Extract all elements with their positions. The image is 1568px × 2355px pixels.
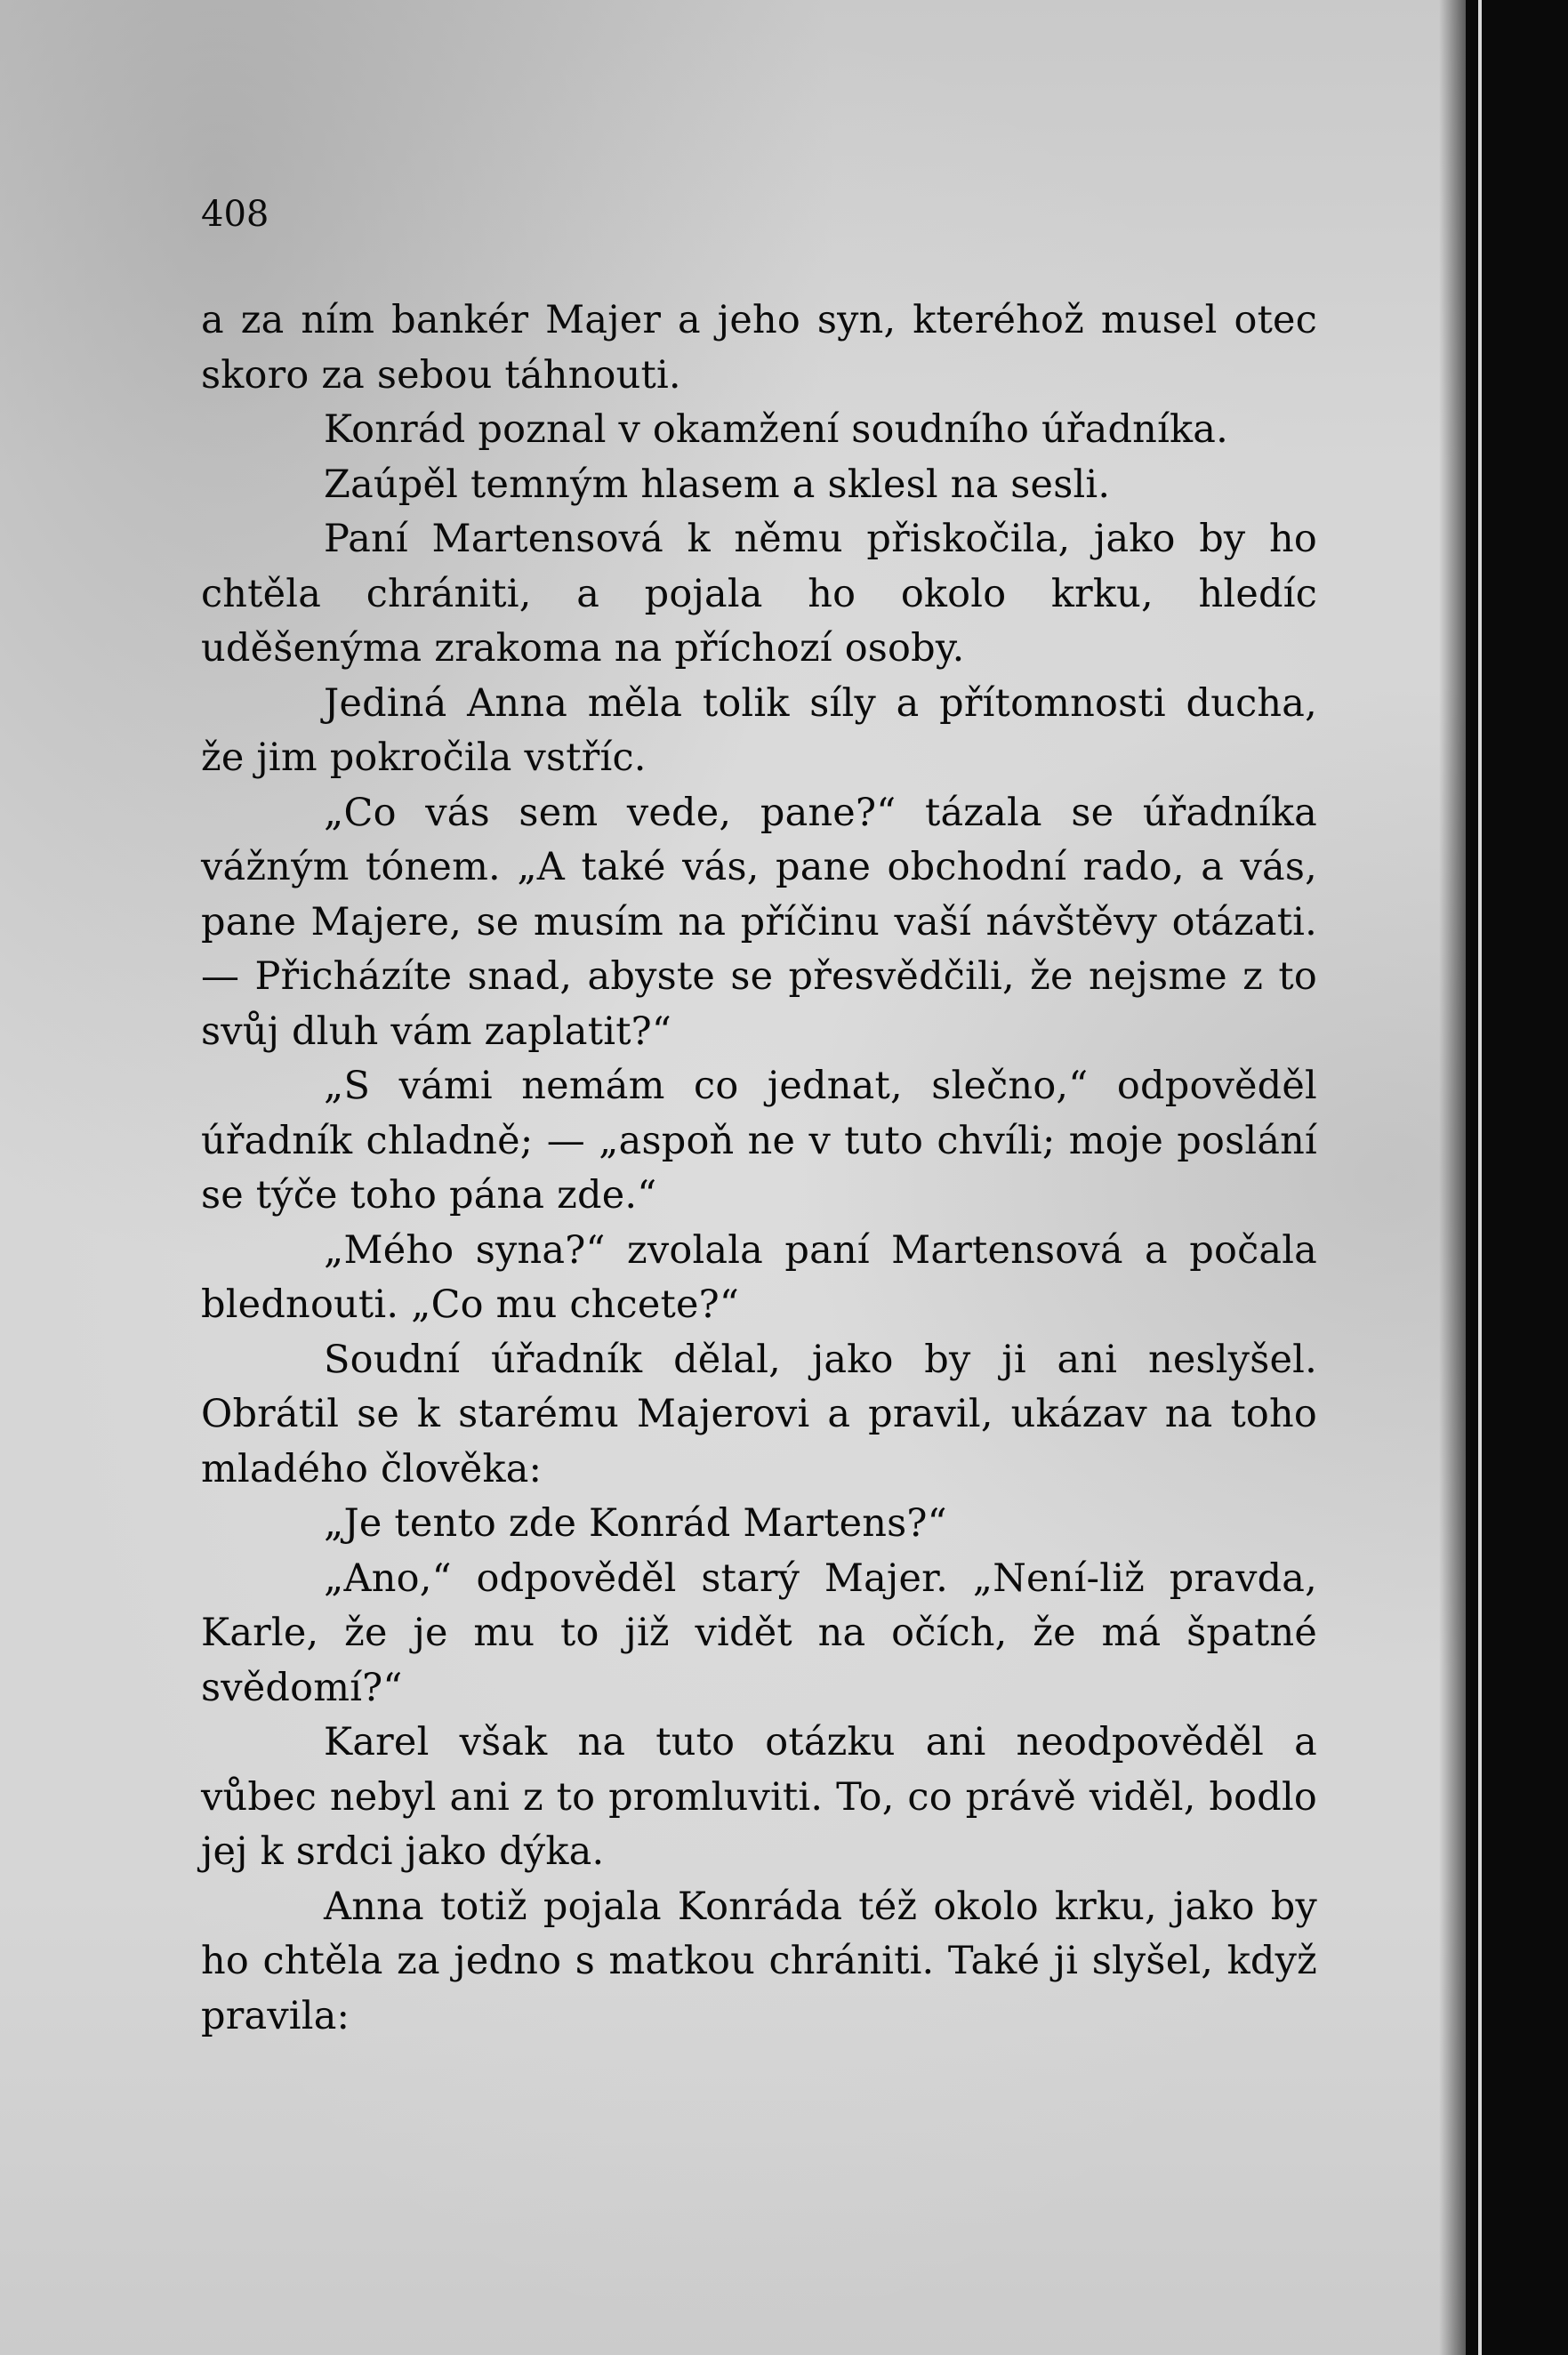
body-text	[201, 293, 1317, 2044]
paragraph: „Co vás sem vede, pane?“ tázala se úřadníka vážným tónem. „A také vás, pane obchodní rado, a vás, pane Majere, se musím na příčinu vaší návštěvy otázati. — Přicházíte snad, abyste se přesvědčili, že nejsme z to svůj dluh vám zaplatit?“	[201, 790, 1317, 1054]
paragraph: a za ním bankér Majer a jeho syn, kteréhož musel otec skoro za sebou táhnouti.	[201, 298, 1317, 398]
paragraph: „S vámi nemám co jednat, slečno,“ odpověděl úřadník chladně; — „aspoň ne v tuto chvíli; moje poslání se týče toho pána zde.“	[201, 1064, 1317, 1218]
paragraph: Karel však na tuto otázku ani neodpověděl a vůbec nebyl ani z to promluviti. To, co právě viděl, bodlo jej k srdci jako dýka.	[201, 1720, 1317, 1874]
paragraph: „Mého syna?“ zvolala paní Martensová a počala blednouti. „Co mu chcete?“	[201, 1227, 1317, 1327]
paragraph: „Je tento zde Konrád Martens?“	[324, 1501, 947, 1546]
paragraph: Zaúpěl temným hlasem a sklesl na sesli.	[324, 462, 1111, 507]
paragraph: „Ano,“ odpověděl starý Majer. „Není-liž pravda, Karle, že je mu to již vidět na očích, že má špatné svědomí?“	[201, 1555, 1317, 1710]
paragraph: Soudní úřadník dělal, jako by ji ani neslyšel. Obrátil se k starému Majerovi a pravil, ukázav na toho mladého člověka:	[201, 1337, 1317, 1491]
paragraph: Anna totiž pojala Konráda též okolo krku, jako by ho chtěla za jedno s matkou chrániti. Také ji slyšel, když pravila:	[201, 1884, 1317, 2038]
paragraph: Jediná Anna měla tolik síly a přítomnosti ducha, že jim pokročila vstříc.	[201, 680, 1317, 780]
page-edge-line	[1478, 0, 1482, 2355]
page-number: 408	[201, 194, 269, 235]
paragraph: Paní Martensová k němu přiskočila, jako by ho chtěla chrániti, a pojala ho okolo krku, hledíc uděšenýma zrakoma na příchozí osoby.	[201, 517, 1317, 671]
binding-shadow	[1439, 0, 1466, 2355]
paragraph: Konrád poznal v okamžení soudního úřadníka.	[324, 407, 1228, 452]
